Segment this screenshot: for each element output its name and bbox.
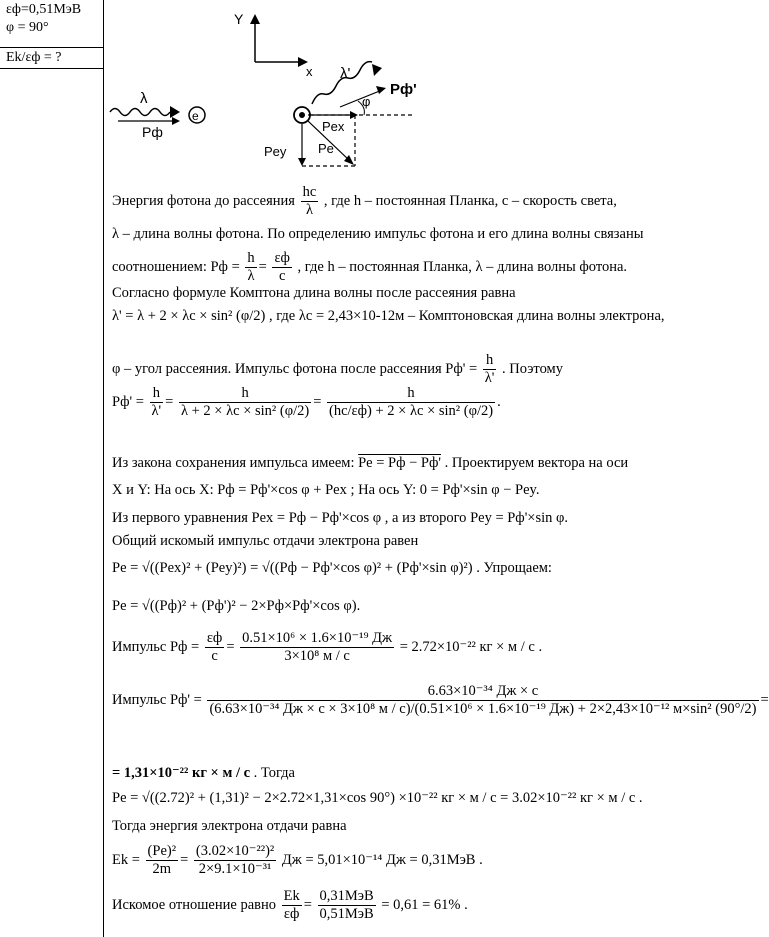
given-angle: φ = 90°: [6, 20, 49, 35]
text-line-4: Согласно формуле Комптона длина волны после рассеяния равна: [112, 285, 516, 301]
electron-label: e: [192, 109, 199, 123]
axis-x-label: x: [306, 64, 313, 79]
text-line-3: соотношением: Pф = $\frac{h}{\lambda}$ = $\frac{\varepsilon ф}{c}$ , где h – постоянная Планка, λ – длина волны фотона.: [112, 250, 628, 284]
impulse-2: Импульс Pф' = 6.63×10⁻³⁴ Дж × с (6.63×10⁻³⁴ Дж × с × 3×10⁸ м / с)/(0.51×10⁶ × 1.6×10⁻¹⁹ Дж) + 2×2,43×10⁻¹² м×sin² (90°/2) =: [112, 683, 769, 717]
text-line-8: Из закона сохранения импульса имеем: Pe = Pф − Pф' . Проектируем вектора на оси: [112, 455, 629, 471]
text-line-9: X и Y: На ось X: Pф = Pф'×cos φ + Pex ; На ось Y: 0 = Pф'×sin φ − Pey.: [112, 482, 540, 498]
text-line-18: Тогда энергия электрона отдачи равна: [112, 818, 347, 834]
pey-label: Pey: [264, 144, 287, 159]
formula-ratio: Искомое отношение равно $\frac{Ek}{\varepsilon ф}$ = $\frac{\text{0,31МэВ}}{\text{0,51МэВ}}$ = 0,61 = 61% .: [112, 888, 468, 922]
given-energy: εф=0,51МэВ: [6, 2, 82, 17]
lambda-prime-label: λ': [340, 65, 351, 82]
pe-label: Pe: [318, 141, 334, 156]
axes: [250, 14, 308, 67]
pf-prime-label: Pф': [390, 81, 417, 98]
axis-y-label: Y: [234, 11, 244, 27]
text-line-2: λ – длина волны фотона. По определению импульс фотона и его длина волны связаны: [112, 226, 644, 242]
divider-find: [0, 68, 103, 69]
impulse-1: Импульс Pф = $\frac{\varepsilon ф}{c}$ = $\frac{\text{0.51×10⁶ × 1.6×10⁻¹⁹ Дж}}{\text{3×10⁸ м / с}}$ = 2.72×10⁻²² кг × м / с .: [112, 630, 543, 664]
find-ratio: Ek/εф = ?: [6, 50, 62, 65]
formula-ek: Ek = $\frac{\text{(Pe)²}}{2m}$ = $\frac{\text{(3.02×10⁻²²)²}}{\text{2×9.1×10⁻³¹}}$ Дж = 5,01×10⁻¹⁴ Дж = 0,31МэВ .: [112, 843, 483, 877]
formula-pf-prime: Pф' = $\frac{h}{\lambda'}$ = $\frac{h}{\text{λ + 2 × λc × sin² (φ/2)}}$ = $\frac{h}{\text{(hc/εф) + 2 × λc × sin² (φ/2)}}$ .: [112, 385, 501, 419]
pex-label: Pex: [322, 119, 345, 134]
formula-pe-1: Pe = √((Pex)² + (Pey)²) = √((Pф − Pф'×cos φ)² + (Pф'×sin φ)²) . Упрощаем:: [112, 560, 552, 576]
formula-pe-2: Pe = √((Pф)² + (Pф')² − 2×Pф×Pф'×cos φ).: [112, 598, 361, 614]
divider-given: [0, 47, 103, 48]
text-line-6: φ – угол рассеяния. Импульс фотона после рассеяния Pф' = $\frac{h}{\lambda'}$ . Поэтому: [112, 352, 563, 386]
impulse-2-result: = 1,31×10⁻²² кг × м / с . Тогда: [112, 765, 295, 781]
lambda-label: λ: [140, 90, 148, 107]
text-line-11: Общий искомый импульс отдачи электрона равен: [112, 533, 419, 549]
text-line-5: λ' = λ + 2 × λc × sin² (φ/2) , где λc = 2,43×10-12м – Комптоновская длина волны электрона,: [112, 308, 665, 324]
text-line-10: Из первого уравнения Pex = Pф − Pф'×cos φ , а из второго Pey = Pф'×sin φ.: [112, 510, 569, 526]
pf-label: Pф: [142, 124, 163, 140]
incident-wave: [110, 109, 170, 116]
phi-label: φ: [362, 94, 371, 109]
text-line-1: Энергия фотона до рассеяния $\frac{hc}{\lambda}$ , где h – постоянная Планка, c – скорость света,: [112, 184, 617, 218]
formula-pe-num: Pe = √((2.72)² + (1,31)² − 2×2.72×1,31×cos 90°) ×10⁻²² кг × м / с = 3.02×10⁻²² кг × м / с .: [112, 790, 643, 806]
compton-diagram: [104, 0, 717, 180]
